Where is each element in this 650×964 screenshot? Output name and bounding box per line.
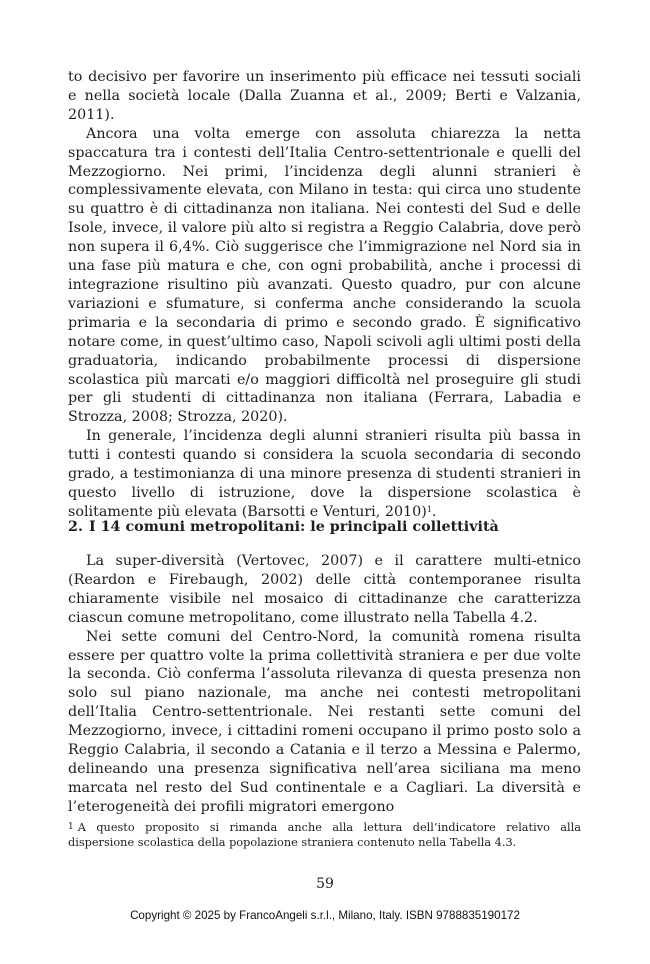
footnote-mark: 1 — [68, 822, 74, 832]
paragraph: Nei sette comuni del Centro-Nord, la comunità romena risulta essere per quattro volte la prima collettività straniera e per due volte la seconda. Ciò conferma l’assoluta rilevanza di questa presenza non solo sul piano nazionale, ma anche nei contesti metropolitani dell’Italia Centro-settentrionale. Nei restanti sette comuni del Mezzogiorno, invece, i cittadini romeni occupano il primo posto solo a Reggio Calabria, il secondo a Catania e il terzo a Messina e Palermo, delineando una presenza significativa nell’area siciliana ma meno marcata nel resto del Sud continentale e a Cagliari. La diversità e l’eterogeneità dei profili migratori emergono — [68, 628, 581, 815]
body-text-bottom — [68, 552, 581, 817]
paragraph — [68, 427, 581, 522]
paragraph: Ancora una volta emerge con assoluta chiarezza la netta spaccatura tra i contesti dell’Italia Centro-settentrionale e quelli del Mezzogiorno. Nei primi, l’incidenza degli alunni stranieri è complessivamente elevata, con Milano in testa: qui circa uno studente su quattro è di cittadinanza non italiana. Nei contesti del Sud e delle Isole, invece, il valore più alto si registra a Reggio Calabria, dove però non supera il 6,4%. Ciò suggerisce che l’immigrazione nel Nord sia in una fase più matura e che, con ogni probabilità, anche i processi di integrazione risultino più avanzati. Questo quadro, pur con alcune variazioni e sfumature, si conferma anche considerando la scuola primaria e la secondaria di primo e secondo grado. È significativo notare come, in quest’ultimo caso, Napoli scivoli agli ultimi posti della graduatoria, indicando probabilmente processi di dispersione scolastica più marcati e/o maggiori difficoltà nel proseguire gli studi per gli studenti di cittadinanza non italiana (Ferrara, Labadia e Strozza, 2008; Strozza, 2020). — [68, 125, 581, 426]
paragraph: to decisivo per favorire un inserimento più efficace nei tessuti sociali e nella società locale (Dalla Zuanna et al., 2009; Berti e Valzania, 2011). — [68, 69, 581, 123]
paragraph-end: . — [431, 503, 437, 520]
footnote — [68, 820, 581, 850]
body-text-top — [68, 68, 581, 522]
footnote-text: A questo proposito si rimanda anche alla lettura dell’indicatore relativo alla dispersione scolastica della popolazione straniera contenuto nella Tabella 4.3. — [68, 821, 581, 849]
section-title: I 14 comuni metropolitani: le principali collettività — [88, 519, 499, 535]
section-heading — [68, 518, 581, 537]
paragraph-text: In generale, l’incidenza degli alunni stranieri risulta più bassa in tutti i contesti quando si considera la scuola secondaria di secondo grado, a testimonianza di una minore presenza di studenti stranieri in questo livello di istruzione, dove la dispersione scolastica è solitamente più elevata (Barsotti e Venturi, 2010) — [68, 428, 581, 520]
footnote-reference[interactable]: 1 — [426, 504, 432, 514]
copyright-notice: Copyright © 2025 by FrancoAngeli s.r.l., Milano, Italy. ISBN 9788835190172 — [130, 909, 520, 922]
section-number: 2. — [68, 519, 83, 535]
paragraph: La super-diversità (Vertovec, 2007) e il carattere multi-etnico (Reardon e Firebaugh, 2002) delle città contemporanee risulta chiaramente visibile nel mosaico di cittadinanze che caratterizza ciascun comune metropolitano, come illustrato nella Tabella 4.2. — [68, 553, 581, 626]
page-number: 59 — [316, 876, 334, 892]
